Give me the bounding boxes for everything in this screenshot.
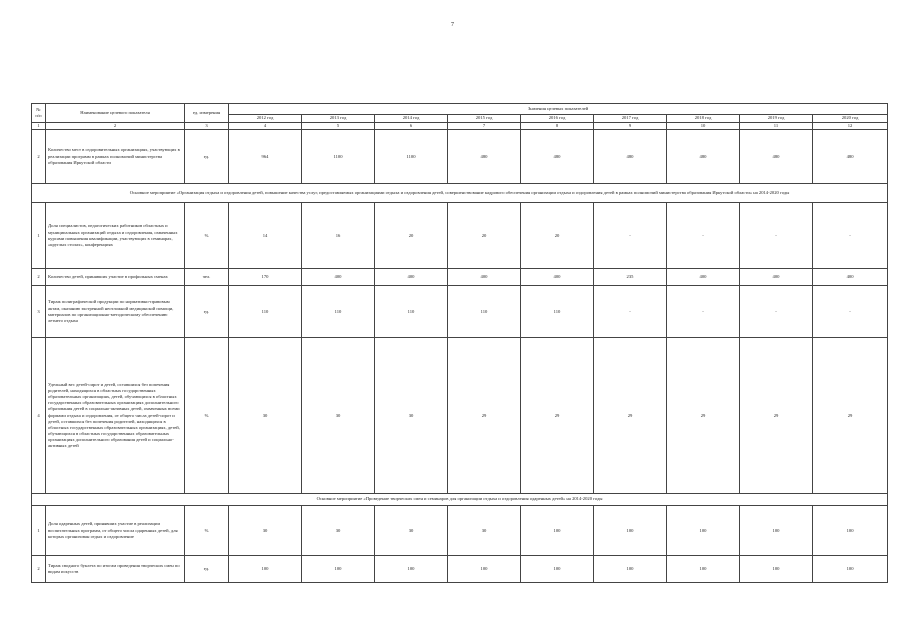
row-unit: % <box>185 506 229 556</box>
row-value: - <box>667 203 740 269</box>
year-header: 2019 год <box>740 115 813 123</box>
col-index: 3 <box>185 123 229 130</box>
row-value: 110 <box>302 286 375 338</box>
year-header: 2018 год <box>667 115 740 123</box>
row-value: 100 <box>594 556 667 583</box>
table-row <box>32 269 888 286</box>
row-value: 100 <box>229 556 302 583</box>
row-value: - <box>594 203 667 269</box>
col-index: 4 <box>229 123 302 130</box>
row-value: 110 <box>448 286 521 338</box>
row-value: 170 <box>229 269 302 286</box>
section-title: Основное мероприятие «Проведение творческих смен и семинаров для организации отдыха и оздоровления одаренных детей» на 2014-2020 годы <box>32 494 888 506</box>
row-value: 30 <box>229 338 302 494</box>
row-value: 110 <box>375 286 448 338</box>
row-value: 20 <box>375 203 448 269</box>
row-value: 100 <box>448 556 521 583</box>
year-header: 2016 год <box>521 115 594 123</box>
row-value: - <box>740 203 813 269</box>
row-name: Тираж сводного буклета по итогам проведения творческих смен по видам искусств <box>46 556 185 583</box>
col-index: 8 <box>521 123 594 130</box>
header-unit: ед. измерения <box>185 104 229 123</box>
year-header: 2017 год <box>594 115 667 123</box>
section-row <box>32 184 888 203</box>
row-value: 480 <box>521 130 594 184</box>
column-index-row <box>32 123 888 130</box>
row-unit: ед. <box>185 556 229 583</box>
row-value: 100 <box>521 506 594 556</box>
row-value: 480 <box>448 130 521 184</box>
row-value: 964 <box>229 130 302 184</box>
header-row <box>32 104 888 115</box>
header-values-group: Значения целевых показателей <box>229 104 888 115</box>
row-value: 29 <box>521 338 594 494</box>
row-value: 100 <box>521 556 594 583</box>
row-value: 100 <box>813 506 888 556</box>
table-row <box>32 506 888 556</box>
row-value: 480 <box>667 130 740 184</box>
row-value: 30 <box>302 506 375 556</box>
row-value: 29 <box>594 338 667 494</box>
col-index: 10 <box>667 123 740 130</box>
col-index: 9 <box>594 123 667 130</box>
row-name: Доля одаренных детей, принявших участие в реализации воспитательных программ, от общего числа одаренных детей, для которых организован отдых и оздоровление <box>46 506 185 556</box>
row-value: 400 <box>375 269 448 286</box>
row-name: Доля специалистов, педагогических работников областных и муниципальных организаций отдыха и оздоровления, охваченных курсами повышения квалификации, участвующих в семинарах, «круглых столах», конференциях <box>46 203 185 269</box>
row-value: 100 <box>740 506 813 556</box>
col-index: 11 <box>740 123 813 130</box>
row-value: - <box>740 286 813 338</box>
row-value: 14 <box>229 203 302 269</box>
row-value: 400 <box>813 269 888 286</box>
table-row <box>32 203 888 269</box>
col-index: 12 <box>813 123 888 130</box>
row-value: 16 <box>302 203 375 269</box>
row-value: 100 <box>740 556 813 583</box>
row-value: - <box>813 203 888 269</box>
row-value: 480 <box>813 130 888 184</box>
row-num: 1 <box>32 203 46 269</box>
row-value: 480 <box>594 130 667 184</box>
row-value: 400 <box>667 269 740 286</box>
row-value: 100 <box>302 556 375 583</box>
row-value: - <box>813 286 888 338</box>
row-value: 30 <box>375 506 448 556</box>
row-value: 1100 <box>302 130 375 184</box>
row-value: 400 <box>448 269 521 286</box>
row-num: 2 <box>32 130 46 184</box>
row-value: 100 <box>813 556 888 583</box>
row-value: - <box>594 286 667 338</box>
row-value: 110 <box>229 286 302 338</box>
row-unit: чел. <box>185 269 229 286</box>
header-num: № п/п <box>32 104 46 123</box>
row-value: 29 <box>667 338 740 494</box>
header-name: Наименование целевого показателя <box>46 104 185 123</box>
row-value: 400 <box>521 269 594 286</box>
row-value: 235 <box>594 269 667 286</box>
row-value: 29 <box>813 338 888 494</box>
target-indicators-table <box>31 103 888 583</box>
row-num: 2 <box>32 556 46 583</box>
row-value: 480 <box>740 130 813 184</box>
row-unit: ед. <box>185 286 229 338</box>
row-value: - <box>667 286 740 338</box>
year-header: 2012 год <box>229 115 302 123</box>
row-unit: ед. <box>185 130 229 184</box>
row-value: 20 <box>521 203 594 269</box>
page-number: 7 <box>451 22 454 28</box>
col-index: 1 <box>32 123 46 130</box>
row-value: 30 <box>448 506 521 556</box>
row-value: 1100 <box>375 130 448 184</box>
row-value: 20 <box>448 203 521 269</box>
year-header: 2013 год <box>302 115 375 123</box>
row-value: 30 <box>229 506 302 556</box>
row-name: Тираж полиграфической продукции по нормативно-правовым актам, оказанию экстренной неотложной медицинской помощи, материалов по организационно-методическому обеспечению летнего отдыха <box>46 286 185 338</box>
row-unit: % <box>185 203 229 269</box>
row-value: 100 <box>667 506 740 556</box>
col-index: 5 <box>302 123 375 130</box>
row-value: 400 <box>740 269 813 286</box>
row-value: 100 <box>594 506 667 556</box>
row-value: 29 <box>740 338 813 494</box>
row-unit: % <box>185 338 229 494</box>
row-value: 100 <box>375 556 448 583</box>
section-title: Основное мероприятие «Организация отдыха и оздоровления детей, повышение качества услуг, предоставляемых организациями отдыха и оздоровления детей, совершенствование кадрового обеспечения организации отдыха и оздоровления детей в рамках полномочий министерства образования Иркутской области» на 2014-2020 годы <box>32 184 888 203</box>
col-index: 7 <box>448 123 521 130</box>
row-value: 30 <box>375 338 448 494</box>
row-value: 30 <box>302 338 375 494</box>
table-row <box>32 130 888 184</box>
row-num: 1 <box>32 506 46 556</box>
row-name: Количество детей, принявших участие в профильных сменах <box>46 269 185 286</box>
row-value: 110 <box>521 286 594 338</box>
row-name: Удельный вес детей-сирот и детей, оставшихся без попечения родителей, находящихся в областных государственных образовательных организациях, детей, обучающихся в областных государственных образовательных организациях дополнительного образования детей в социально-активных детей, охваченных всеми формами отдыха и оздоровления, от общего числа детей-сирот и детей, оставшихся без попечения родителей, находящихся в областных государственных образовательных организациях, детей, обучающихся в областных государственных образовательных организациях дополнительного образования детей и социально-активных детей <box>46 338 185 494</box>
table-row <box>32 338 888 494</box>
year-header: 2014 год <box>375 115 448 123</box>
row-num: 4 <box>32 338 46 494</box>
row-value: 29 <box>448 338 521 494</box>
col-index: 2 <box>46 123 185 130</box>
col-index: 6 <box>375 123 448 130</box>
row-num: 2 <box>32 269 46 286</box>
table-row <box>32 556 888 583</box>
table-row <box>32 286 888 338</box>
year-header: 2020 год <box>813 115 888 123</box>
row-num: 3 <box>32 286 46 338</box>
row-name: Количество мест в оздоровительных организациях, участвующих в реализации программ в рамках полномочий министерства образования Иркутской области <box>46 130 185 184</box>
row-value: 100 <box>667 556 740 583</box>
year-header: 2015 год <box>448 115 521 123</box>
row-value: 400 <box>302 269 375 286</box>
section-row <box>32 494 888 506</box>
